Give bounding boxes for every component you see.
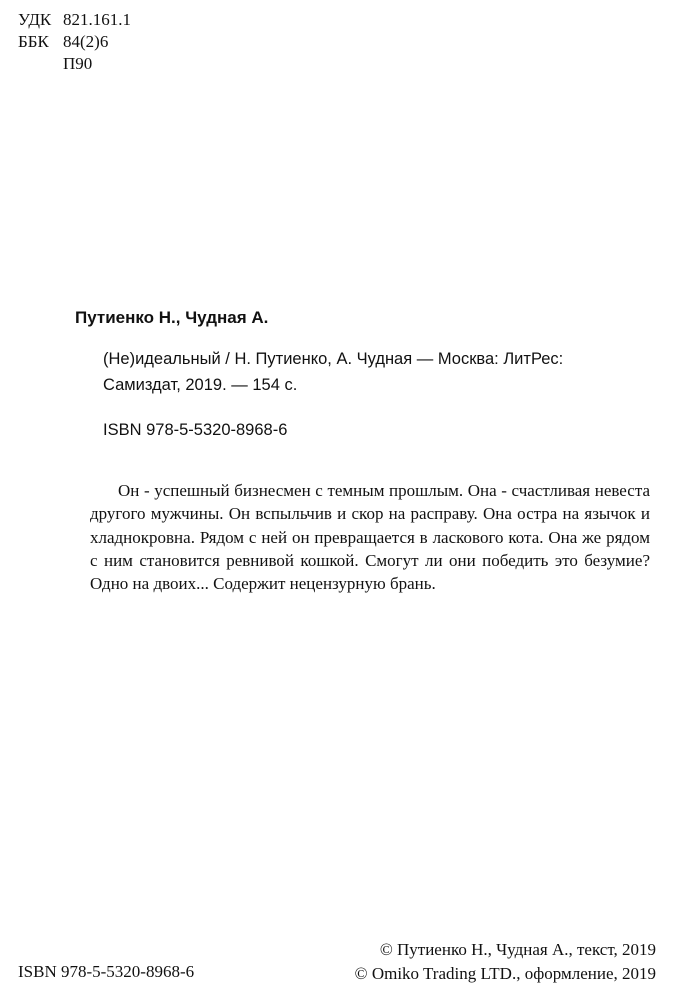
copyright-block bbox=[355, 938, 656, 986]
annotation-text: Он - успешный бизнесмен с темным прошлым. Она - счастливая невеста другого мужчины. Он вспыльчив и скор на расправу. Она остра на язычок и хладнокровна. Рядом с ней он превращается в ласкового кота. Она же рядом с ним становится ревнивой кошкой. Смогут ли они победить это безумие? Одно на двоих... Содержит нецензурную брань. bbox=[90, 481, 650, 594]
udk-row bbox=[18, 9, 131, 31]
isbn-main: ISBN 978-5-5320-8968-6 bbox=[103, 421, 288, 439]
bbk-row bbox=[18, 31, 131, 53]
bibliographic-description bbox=[103, 346, 643, 398]
classification-block bbox=[18, 9, 131, 75]
copyright-text: © Путиенко Н., Чудная А., текст, 2019 bbox=[379, 940, 656, 959]
bbk-value: 84(2)6 bbox=[63, 32, 109, 51]
biblio-line-1: (Не)идеальный / Н. Путиенко, А. Чудная — Москва: ЛитРес: bbox=[103, 350, 564, 368]
udk-label: УДК bbox=[18, 10, 52, 29]
footer-isbn: ISBN 978-5-5320-8968-6 bbox=[18, 962, 195, 981]
author-mark: П90 bbox=[63, 54, 93, 73]
biblio-line-2: Самиздат, 2019. — 154 с. bbox=[103, 376, 298, 394]
udk-value: 821.161.1 bbox=[63, 10, 131, 29]
bbk-label: ББК bbox=[18, 32, 49, 51]
author-heading: Путиенко Н., Чудная А. bbox=[75, 308, 269, 327]
copyright-design: © Omiko Trading LTD., оформление, 2019 bbox=[354, 964, 656, 983]
author-mark-row bbox=[18, 53, 131, 75]
